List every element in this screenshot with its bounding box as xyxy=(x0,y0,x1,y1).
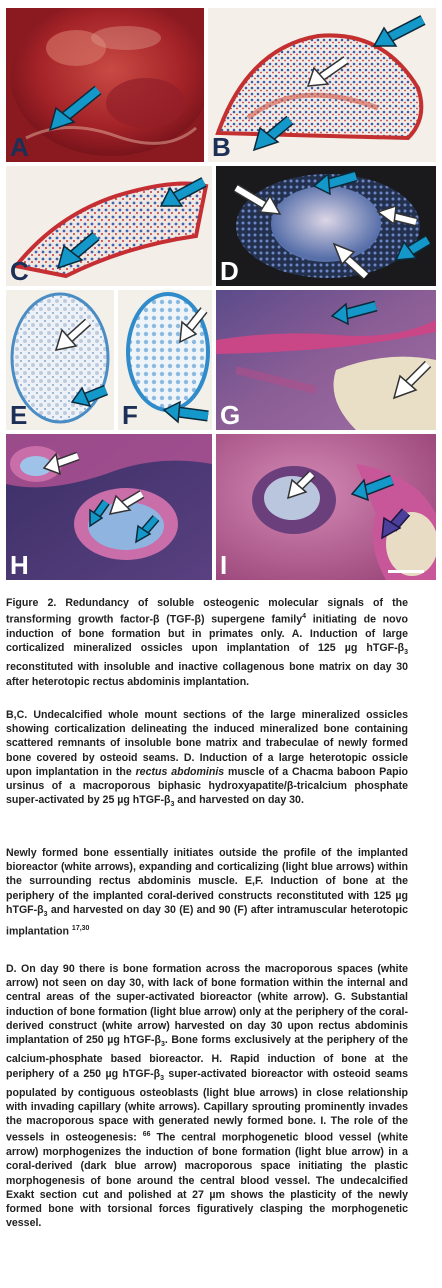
panel-d xyxy=(216,166,436,286)
caption-p1-sub: 3 xyxy=(404,649,408,657)
caption-p1-rest-a: initiating de novo induction of bone formation but in primates only. A. Induction of large corticalized mineralized ossicles upon implantation of 125 µg hTGF-β xyxy=(6,613,408,655)
caption-p2-b: muscle of a Chacma baboon Papio ursinus of a macroporous biphasic hydroxyapatite/β-tricalcium phosphate super-activated by 25 µg hTGF-β xyxy=(6,765,408,807)
panel-label-h: H xyxy=(10,550,29,580)
panel-g-image xyxy=(216,290,436,430)
panel-label-d: D xyxy=(220,256,239,286)
panel-i xyxy=(216,434,436,580)
caption-p4-a: D. On day 90 there is bone formation across the macroporous spaces (white arrow) not seen on day 30, with lack of bone formation within the internal and central areas of the super-activated bioreactor (white arrow). G. Substantial induction of bone formation (light blue arrow) only at the periphery of the coral-derived construct (white arrow) harvested on day 30 upon rectus abdominis implantation of 250 µg hTGF-β xyxy=(6,963,408,1047)
caption-p2-italic: rectus abdominis xyxy=(135,765,225,778)
panel-c-image xyxy=(6,166,212,286)
panel-a xyxy=(6,8,204,162)
panel-label-e: E xyxy=(10,400,28,430)
panel-b xyxy=(208,8,436,162)
panel-d-image xyxy=(216,166,436,286)
caption-p3-b: and harvested on day 30 (E) and 90 (F) after intramuscular heterotopic implantation xyxy=(6,903,408,938)
caption-paragraph-1 xyxy=(6,596,408,689)
scale-bar xyxy=(388,570,424,573)
panel-i-image xyxy=(216,434,436,580)
caption-p4-sup: 66 xyxy=(142,1131,151,1139)
caption-paragraph-3 xyxy=(6,846,408,939)
caption-p3-a: Newly formed bone essentially initiates outside the profile of the implanted bioreactor (white arrows), expanding and corticalizing (light blue arrows) within the surrounding rectus abdominis muscle. E,F. Induction of bone at the periphery of the implanted coral-derived constructs reconstituted with 125 µg hTGF-β xyxy=(6,847,408,916)
panel-h xyxy=(6,434,212,580)
panel-label-b: B xyxy=(212,132,231,162)
caption-p4-sub2: 3 xyxy=(160,1074,165,1082)
caption-p2-c: and harvested on day 30. xyxy=(174,794,304,807)
panel-c xyxy=(6,166,212,286)
caption-p3-sub: 3 xyxy=(43,910,48,918)
panel-label-i: I xyxy=(220,550,228,580)
panel-a-image xyxy=(6,8,204,162)
caption-p4-b: . Bone forms exclusively at the periphery of the calcium-phosphate based bioreactor. H. Rapid induction of bone at the periphery of a 250 µg hTGF-β xyxy=(6,1034,408,1080)
panel-label-c: C xyxy=(10,256,29,286)
panel-b-image xyxy=(208,8,436,162)
caption-p1-rest-b: reconstituted with insoluble and inactive collagenous bone matrix on day 30 after heterotopic rectus abdominis implantation. xyxy=(6,661,408,688)
panel-label-g: G xyxy=(220,400,241,430)
caption-p4-c: super-activated bioreactor with osteoid seams populated by contiguous osteoblasts (light blue arrows) in close relationship with invading capillary (white arrows). Capillary sprouting prominently invades the macroporous space with generated newly formed bone. I. The role of the vessels in osteogenesis: xyxy=(6,1067,408,1144)
caption-p2-sub: 3 xyxy=(170,801,175,809)
caption-p1-sup: 4 xyxy=(302,613,307,621)
panel-e xyxy=(6,290,114,430)
caption-p3-sup: 17,30 xyxy=(71,925,90,933)
caption-paragraph-4 xyxy=(6,962,408,1230)
panel-label-f: F xyxy=(122,400,138,430)
caption-paragraph-2 xyxy=(6,708,408,813)
caption-p4-sub1: 3 xyxy=(160,1041,165,1049)
panel-g xyxy=(216,290,436,430)
panel-f xyxy=(118,290,212,430)
caption-p1-title: Figure 2. Redundancy of soluble osteogenic molecular signals of the transforming growth factor-β (TGF-β) supergene family xyxy=(6,597,408,626)
caption-p2-a: B,C. Undecalcified whole mount sections of the large mineralized ossicles showing corticalization delineating the induced mineralized bone containing scattered remnants of insoluble bone matrix and trabeculae of newly formed bone covered by osteoid seams. D. Induction of a large heterotopic ossicle upon implantation in the xyxy=(6,709,408,778)
panel-label-a: A xyxy=(10,132,29,162)
panel-h-image xyxy=(6,434,212,580)
caption-p4-d: The central morphogenetic blood vessel (white arrow) morphogenizes the induction of bone formation (light blue arrow) in a coral-derived (dark blue arrow) macroporous space initiating the plastic morphogenesis of bone around the central blood vessel. The undecalcified Exakt section cut and polished at 27 µm shows the plasticity of the newly formed bone with torsional forces figuratively clasping the morphogenetic vessel. xyxy=(6,1131,408,1230)
